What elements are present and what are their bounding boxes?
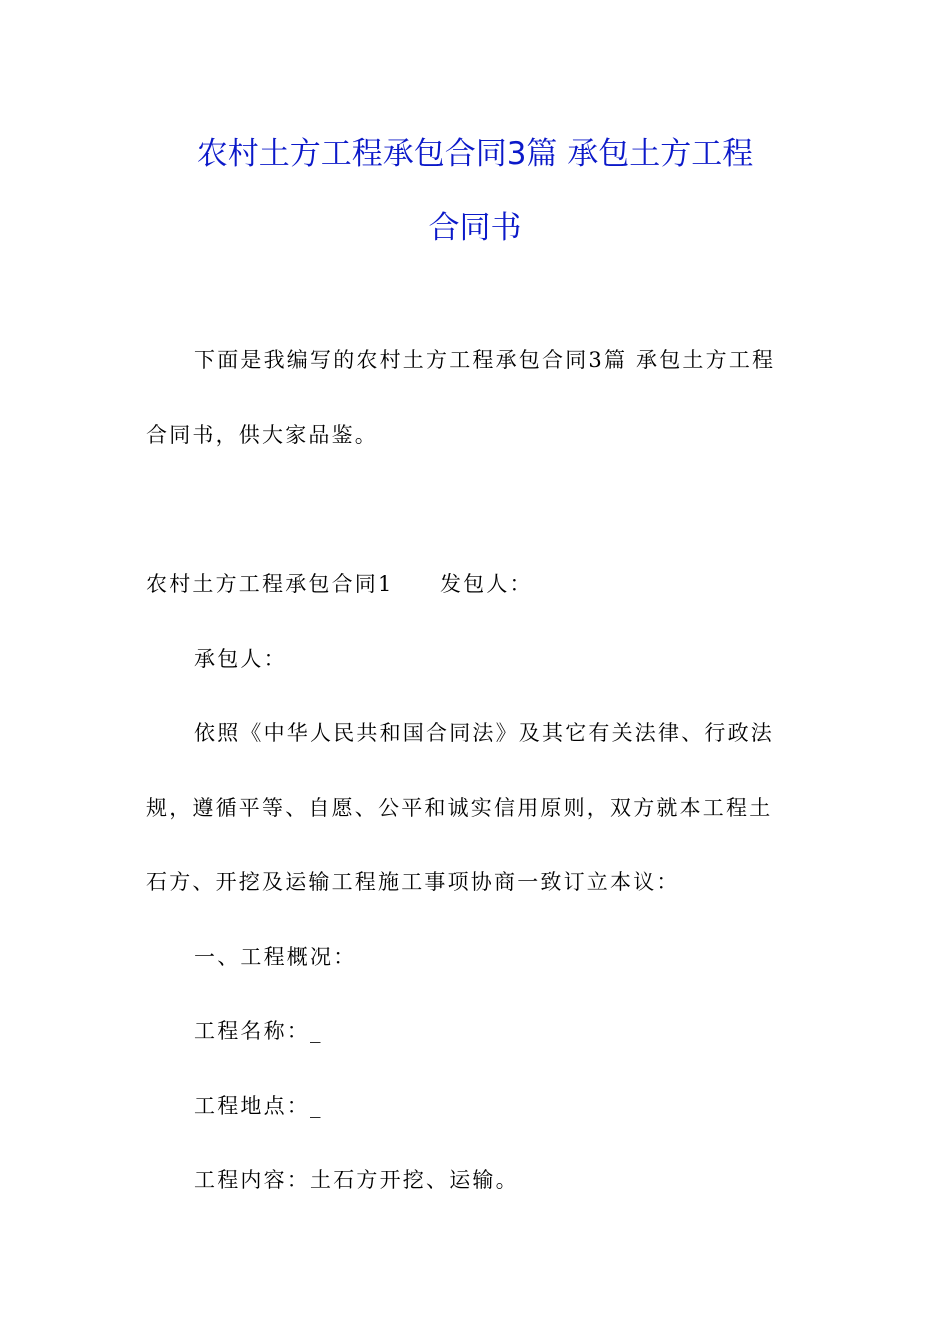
paragraph-line-3: 石方、开挖及运输工程施工事项协商一致订立本议： — [146, 870, 680, 894]
intro-line-2: 合同书，供大家品鉴。 — [146, 423, 378, 447]
document-title-line-1: 农村土方工程承包合同3篇 承包土方工程 — [196, 136, 754, 172]
intro-line-1: 下面是我编写的农村土方工程承包合同3篇 承包土方工程 — [194, 348, 776, 372]
contract-heading: 农村土方工程承包合同1 发包人： — [146, 572, 533, 596]
project-location-field: 工程地点：_ — [194, 1094, 323, 1118]
project-name-field: 工程名称：_ — [194, 1019, 323, 1043]
contractor-label: 承包人： — [194, 647, 287, 671]
paragraph-line-2: 规，遵循平等、自愿、公平和诚实信用原则，双方就本工程土 — [146, 796, 773, 820]
project-content-field: 工程内容：土石方开挖、运输。 — [194, 1168, 519, 1192]
document-title-line-2: 合同书 — [428, 210, 522, 246]
section-heading-overview: 一、工程概况： — [194, 945, 357, 969]
paragraph-line-1: 依照《中华人民共和国合同法》及其它有关法律、行政法 — [194, 721, 774, 745]
